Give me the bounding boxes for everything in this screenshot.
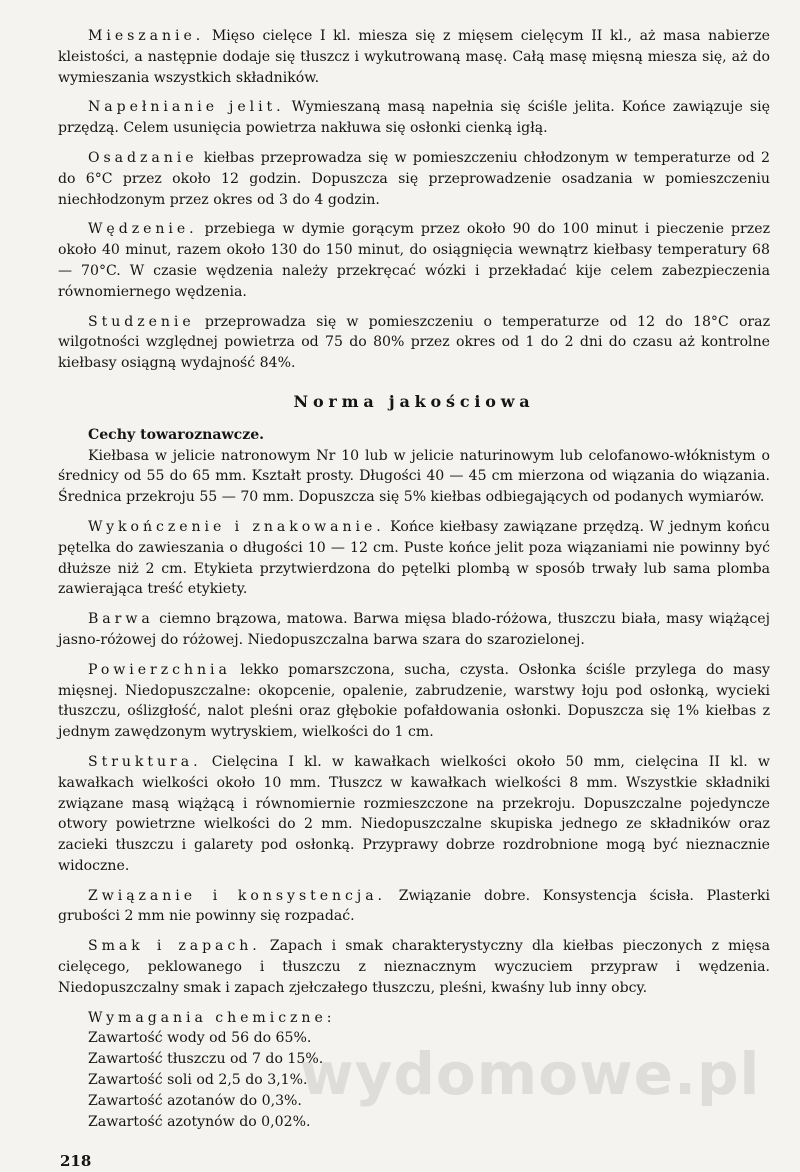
paragraph-text: Mięso cielęce I kl. miesza się z mięsem cielęcym II kl., aż masa nabierze kleistości, a następnie dodaje się tłuszcz i wykutrowaną masę. Całą masę mięsną miesza się, aż do wymieszania wszystkich składników. bbox=[58, 28, 770, 86]
requirement-item: Zawartość azotanów do 0,3%. bbox=[88, 1092, 302, 1109]
requirement-item: Zawartość azotynów do 0,02%. bbox=[88, 1113, 311, 1130]
paragraph bbox=[58, 97, 770, 139]
requirement-item: Zawartość tłuszczu od 7 do 15%. bbox=[88, 1051, 324, 1068]
paragraph-text: Zapach i smak charakterystyczny dla kiełbas pieczonych z mięsa cielęcego, peklowanego i tłuszczu z nieznacznym wyczuciem przypraw i wędzenia. Niedopuszczalny smak i zapach zjełczałego tłuszczu, pleśni, kwaśny lub inny obcy. bbox=[58, 938, 771, 996]
watermark: wydomowe.pl bbox=[300, 1040, 761, 1108]
paragraph-heading: Barwa bbox=[88, 611, 154, 628]
requirements-list bbox=[88, 1028, 770, 1132]
paragraph-heading: Studzenie bbox=[88, 313, 195, 330]
document-page bbox=[58, 26, 770, 1132]
paragraph-heading: Smak i zapach. bbox=[88, 938, 261, 955]
paragraph bbox=[58, 752, 770, 877]
process-paragraphs bbox=[58, 26, 770, 374]
paragraph bbox=[58, 660, 770, 743]
paragraph bbox=[58, 148, 770, 210]
paragraph-heading: Powierzchnia bbox=[88, 661, 231, 678]
requirement-item: Zawartość soli od 2,5 do 3,1%. bbox=[88, 1072, 308, 1089]
page-number: 218 bbox=[60, 1152, 92, 1170]
paragraph-heading: Napełnianie jelit. bbox=[88, 99, 285, 116]
requirements-title: Wymagania chemiczne: bbox=[88, 1009, 336, 1026]
section-title: Norma jakościowa bbox=[293, 391, 535, 411]
chemical-requirements bbox=[88, 1008, 770, 1133]
paragraph-text: przeprowadza się w pomieszczeniu o temperaturze od 12 do 18°C oraz wilgotności względnej powietrza od 75 do 80% przez okres od 1 do 2 dni do czasu aż kontrolne kiełbasy osiągną wydajność 84%. bbox=[58, 313, 770, 372]
paragraph-text: Związanie dobre. Konsystencja ścisła. Plasterki grubości 2 mm nie powinny się rozpadać. bbox=[58, 887, 770, 925]
paragraph-text: Końce kiełbasy zawiązane przędzą. W jednym końcu pętelka do zawieszania o długości 10 — 12 cm. Puste końce jelit poza wiązaniami nie powinny być dłuższe niż 2 cm. Etykieta przytwierdzona do pętelki plombą w sposób trwały lub sama plomba zawierająca treść etykiety. bbox=[58, 518, 770, 598]
quality-paragraphs bbox=[58, 517, 770, 999]
paragraph bbox=[58, 219, 770, 302]
paragraph-text: przebiega w dymie gorącym przez około 90 do 100 minut i pieczenie przez około 40 minut, razem około 130 do 150 minut, do osiągnięcia wewnątrz kiełbasy temperatury 68 — 70°C. W czasie wędzenia należy przekręcać wózki i przekładać kije celem zabezpieczenia równomiernego wędzenia. bbox=[58, 221, 770, 300]
paragraph-heading: Struktura. bbox=[88, 753, 202, 770]
paragraph bbox=[58, 886, 770, 928]
paragraph bbox=[58, 936, 770, 998]
subheading: Cechy towaroznawcze. bbox=[88, 426, 265, 443]
paragraph bbox=[58, 312, 770, 374]
paragraph bbox=[58, 26, 770, 88]
paragraph-heading: Osadzanie bbox=[88, 149, 198, 166]
paragraph-heading: Wędzenie. bbox=[88, 221, 198, 238]
paragraph-text: ciemno brązowa, matowa. Barwa mięsa blado-różowa, tłuszczu biała, masy wiążącej jasno-różowej do różowej. Niedopuszczalna barwa szara do szarozielonej. bbox=[58, 611, 770, 648]
paragraph-heading: Związanie i konsystencja. bbox=[88, 887, 386, 904]
paragraph-text: kiełbas przeprowadza się w pomieszczeniu chłodzonym w temperaturze od 2 do 6°C przez około 12 godzin. Dopuszcza się przeprowadzenie osadzania w pomieszczeniu niechłodzonym przez okres od 3 do 4 godzin. bbox=[58, 149, 770, 208]
paragraph-text: lekko pomarszczona, sucha, czysta. Osłonka ściśle przylega do masy mięsnej. Niedopuszczalne: okopcenie, opalenie, zabrudzenie, warstwy łoju pod osłonką, wycieki tłuszczu, oślizgłość, nalot pleśni oraz głębokie pofałdowania osłonki. Dopuszcza się 1% kiełbas z jednym zawędzonym wytryskiem, wielkości do 1 cm. bbox=[58, 661, 770, 741]
paragraph-text: Cielęcina I kl. w kawałkach wielkości około 50 mm, cielęcina II kl. w kawałkach wielkości około 10 mm. Tłuszcz w kawałkach wielkości 8 mm. Wszystkie składniki związane masą wiążącą i równomiernie rozmieszczone na przekroju. Dopuszczalne pojedyncze otwory powietrzne wielkości do 2 mm. Niedopuszczalne skupiska jednego ze składników oraz zacieki tłuszczu i galarety pod osłonką. Przyprawy dobrze rozdrobnione mogą być nieznacznie widoczne. bbox=[58, 753, 770, 874]
intro-paragraph: Kiełbasa w jelicie natronowym Nr 10 lub w jelicie naturinowym lub celofanowo-włóknistym o średnicy od 55 do 65 mm. Kształt prosty. Długości 40 — 45 cm mierzona od wiązania do wiązania. Średnica przekroju 55 — 70 mm. Dopuszcza się 5% kiełbas odbiegających od podanych wymiarów. bbox=[58, 447, 770, 506]
paragraph bbox=[58, 517, 770, 600]
paragraph-heading: Wykończenie i znakowanie. bbox=[88, 518, 385, 535]
paragraph bbox=[58, 609, 770, 651]
paragraph-heading: Mieszanie. bbox=[88, 28, 205, 44]
requirement-item: Zawartość wody od 56 do 65%. bbox=[88, 1030, 312, 1047]
paragraph-text: Wymieszaną masą napełnia się ściśle jelita. Końce zawiązuje się przędzą. Celem usunięcia powietrza nakłuwa się osłonki cienką igłą. bbox=[58, 99, 771, 137]
